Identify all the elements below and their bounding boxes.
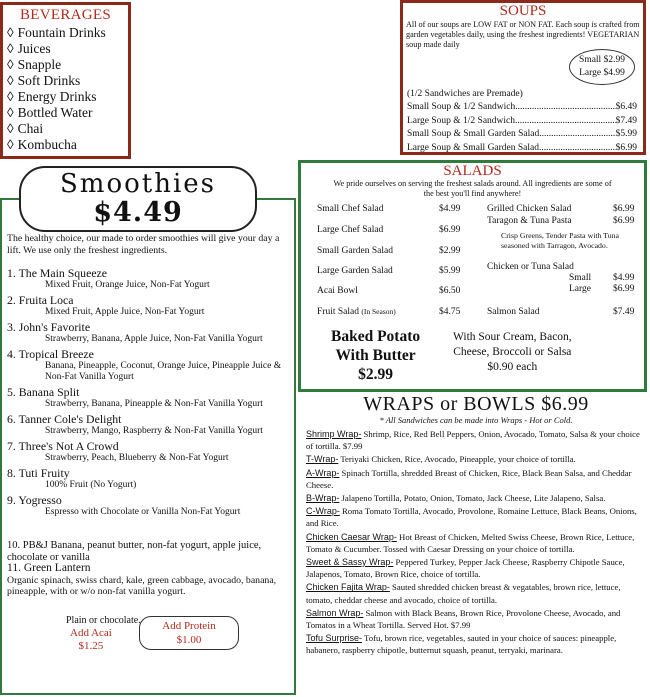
list-item	[569, 284, 635, 294]
item-label: Fruit Salad	[317, 307, 359, 317]
item-desc: Spinach Tortilla, shredded Breast of Chicken, Rice, Black Bean Salsa, and Cheddar Cheese.	[306, 467, 632, 490]
list-item	[306, 505, 646, 529]
taragon-desc: Crisp Greens, Tender Pasta with Tuna seasoned with Tarragon, Avocado.	[501, 231, 619, 250]
item-name: 4. Tropical Breeze	[7, 347, 94, 361]
item-desc: Mixed Fruit, Apple Juice, Non-Fat Yogurt	[45, 307, 205, 317]
list-item	[407, 115, 637, 129]
item-price: $2.99	[439, 246, 461, 256]
item-price: $7.49	[615, 115, 637, 126]
item-name: Tofu Surprise-	[306, 633, 363, 644]
soups-section	[400, 0, 646, 155]
item-name: 8. Tuti Fruity	[7, 466, 70, 480]
list-item	[306, 428, 646, 452]
item-desc: Peppered Turkey, Pepper Jack Cheese, Raspberry Chipotle Sauce, Jalapenos, Tomato, Brown Rice, choice of tortilla.	[306, 557, 625, 580]
list-item: ◊ Juices	[7, 41, 128, 57]
item-desc: Jalapeno Tortilla, Potato, Onion, Tomato, Jack Cheese, Lite Jalapeno, Salsa.	[339, 493, 606, 504]
item-label: Small Soup & Small Garden Salad	[407, 129, 540, 139]
soups-intro: All of our soups are LOW FAT or NON FAT. Each soup is crafted from garden vegetables daily, using the freshest ingredients! VEGETARIAN soup made daily	[406, 20, 640, 49]
smoothie-item-11: 11. Green Lantern	[7, 562, 91, 574]
list-item	[7, 348, 292, 383]
add-acai-label: Add Acai	[70, 627, 112, 639]
list-item	[407, 128, 637, 142]
soup-large-price: Large $4.99	[579, 68, 625, 78]
list-item	[7, 494, 292, 518]
item-price: $6.49	[615, 102, 637, 112]
item-label: Large Chef Salad	[317, 225, 384, 235]
item-name: A-Wrap-	[306, 467, 340, 478]
list-item	[306, 581, 646, 605]
item-label: Small Soup & 1/2 Sandwich	[407, 102, 516, 112]
baked-potato-price: $2.99	[358, 366, 393, 383]
item-desc: Strawberry, Mango, Raspberry & Non-Fat Vanilla Yogurt	[45, 426, 263, 436]
item-price: $6.99	[613, 284, 635, 294]
item-label: Large	[569, 284, 591, 294]
item-desc: Tofu, brown rice, vegetables, sauted in your choice of sauces: pineapple, habanero, raspberry chipotle, butternut squash, peanut, terryaki, marinara.	[306, 633, 617, 656]
item-desc: Roma Tomato Tortilla, Avocado, Provolone, Romaine Lettuce, Black Beans, Onions, and Rice.	[306, 506, 637, 529]
item-price: $6.99	[613, 204, 635, 214]
item-name: T-Wrap-	[306, 454, 339, 465]
item-name: 5. Banana Split	[7, 385, 80, 399]
wraps-title: WRAPS or BOWLS $6.99	[363, 393, 589, 415]
item-price: $6.99	[615, 142, 637, 153]
list-item	[317, 266, 461, 276]
add-protein-price: $1.00	[176, 634, 202, 646]
item-price: $7.49	[613, 307, 635, 317]
item-price: $6.99	[613, 216, 635, 226]
list-item	[306, 453, 646, 465]
smoothies-extra	[7, 540, 292, 598]
baked-potato-toppings	[453, 330, 572, 375]
item-name: 3. John's Favorite	[7, 320, 91, 334]
add-protein-label: Add Protein	[162, 620, 216, 632]
baked-potato-line-1: Baked Potato	[331, 328, 421, 345]
list-item	[7, 267, 292, 291]
list-item	[7, 386, 292, 410]
smoothies-section	[0, 198, 296, 695]
beverages-list	[7, 25, 128, 153]
list-item	[306, 607, 646, 631]
item-label: Acai Bowl	[317, 286, 358, 296]
item-label: Large Soup & 1/2 Sandwich	[407, 115, 516, 126]
toppings-price: $0.90 each	[487, 361, 538, 373]
add-protein-badge	[139, 616, 239, 650]
item-desc: Strawberry, Banana, Apple Juice, Non-Fat Vanilla Yogurt	[45, 334, 263, 344]
list-item	[7, 413, 292, 437]
list-item	[306, 492, 646, 504]
list-item	[7, 294, 292, 318]
item-price: $5.99	[615, 129, 637, 139]
item-desc: Banana, Pineapple, Coconut, Orange Juice, Pineapple Juice & Non-Fat Vanilla Yogurt	[45, 361, 282, 382]
item-desc: Salmon with Black Beans, Brown Rice, Provolone Cheese, Avocado, and Tomatos in a Wheat Tortilla. Served Hot. $7.99	[306, 607, 621, 631]
item-label: Large Garden Salad	[317, 266, 393, 276]
item-price: $4.99	[613, 273, 635, 283]
plain-note: Plain or chocolate.	[66, 615, 141, 626]
item-desc: Strawberry, Banana, Pineapple & Non-Fat Vanilla Yogurt	[45, 399, 263, 409]
list-item: ◊ Energy Drinks	[7, 89, 128, 105]
list-item: ◊ Bottled Water	[7, 105, 128, 121]
salads-section	[298, 160, 647, 392]
list-item	[317, 307, 461, 317]
list-item: ◊ Chai	[7, 121, 128, 137]
item-name: 1. The Main Squeeze	[7, 266, 108, 280]
list-item	[487, 307, 635, 317]
item-label: Taragon & Tuna Pasta	[487, 216, 572, 226]
list-item	[306, 531, 646, 555]
smoothies-title: Smoothies	[59, 169, 216, 199]
list-item	[407, 142, 637, 156]
list-item	[317, 225, 461, 235]
soups-note: (1/2 Sandwiches are Premade)	[407, 89, 523, 99]
item-name: Chicken Caesar Wrap-	[306, 531, 397, 542]
list-item: ◊ Kombucha	[7, 137, 128, 153]
smoothies-price: $4.49	[93, 197, 183, 228]
list-item	[7, 467, 292, 491]
item-label: Salmon Salad	[487, 307, 540, 317]
soup-small-price: Small $2.99	[579, 55, 625, 65]
list-item: ◊ Soft Drinks	[7, 73, 128, 89]
soup-combo-list	[407, 101, 637, 155]
list-item	[306, 467, 646, 491]
smoothies-title-badge	[19, 166, 257, 232]
salads-title: SALADS	[443, 163, 502, 179]
smoothie-item-11-desc: Organic spinach, swiss chard, kale, green cabbage, avocado, banana, pineapple, with or w/o non-fat vanilla yogurt.	[7, 574, 277, 597]
item-name: Sweet & Sassy Wrap-	[306, 557, 394, 568]
wraps-list	[306, 428, 646, 657]
item-name: Shrimp Wrap-	[306, 429, 362, 439]
item-desc: Strawberry, Peach, Blueberry & Non-Fat Yogurt	[45, 453, 229, 463]
item-desc: Hot Breast of Chicken, Melted Swiss Cheese, Brown Rice, Lettuce, Tomato & Cucumber. Tossed with Caesar Dressing on your choice of tortilla.	[306, 531, 635, 554]
beverages-section	[0, 2, 131, 159]
list-item: ◊ Fountain Drinks	[7, 25, 128, 41]
item-desc: Espresso with Chocolate or Vanilla Non-Fat Yogurt	[45, 507, 241, 517]
item-desc: Teriyaki Chicken, Rice, Avocado, Pineapple, your choice of tortilla.	[338, 454, 576, 465]
list-item	[306, 556, 646, 580]
list-item	[407, 101, 637, 115]
item-price: $4.99	[439, 204, 461, 214]
chicken-tuna-label: Chicken or Tuna Salad	[487, 262, 574, 272]
salads-intro: We pride ourselves on serving the freshest salads around. All ingredients are some of the best you'll find anywhere!	[333, 179, 612, 198]
item-price: $6.50	[439, 286, 461, 296]
smoothie-item-10: 10. PB&J Banana, peanut butter, non-fat yogurt, apple juice, chocolate or vanilla	[7, 540, 262, 563]
list-item	[306, 632, 646, 656]
item-name: 6. Tanner Cole's Delight	[7, 412, 122, 426]
add-acai	[70, 627, 112, 653]
item-desc: Shrimp, Rice, Red Bell Peppers, Onion, Avocado, Tomato, Salsa & your choice of tortilla. $7.99	[306, 429, 640, 452]
item-desc: Mixed Fruit, Orange Juice, Non-Fat Yogurt	[45, 280, 210, 290]
list-item	[7, 321, 292, 345]
list-item	[317, 246, 461, 256]
add-acai-price: $1.25	[78, 640, 104, 652]
item-price: $5.99	[439, 266, 461, 276]
item-name: Chicken Fajita Wrap-	[306, 582, 390, 593]
list-item	[487, 204, 635, 214]
item-desc: 100% Fruit (No Yogurt)	[45, 480, 137, 490]
wraps-section	[306, 393, 646, 697]
item-name: 2. Fruita Loca	[7, 293, 74, 307]
item-name: 9. Yogresso	[7, 493, 62, 507]
item-note: (In Season)	[361, 307, 396, 316]
list-item: ◊ Snapple	[7, 57, 128, 73]
toppings-line-1: With Sour Cream, Bacon,	[453, 331, 572, 343]
baked-potato-line-2: With Butter	[335, 347, 416, 364]
toppings-line-2: Cheese, Broccoli or Salsa	[453, 346, 572, 358]
baked-potato	[331, 327, 420, 384]
smoothies-list	[7, 267, 292, 521]
soups-title: SOUPS	[499, 3, 547, 19]
item-name: B-Wrap-	[306, 493, 340, 504]
item-name: Salmon Wrap-	[306, 607, 364, 618]
item-label: Small	[569, 273, 592, 283]
list-item	[7, 440, 292, 464]
smoothies-intro: The healthy choice, our made to order smoothies will give your day a lift. We use only the freshest ingredients.	[7, 233, 280, 256]
soup-price-oval	[569, 49, 635, 85]
item-label: Small Chef Salad	[317, 204, 384, 214]
item-name: C-Wrap-	[306, 506, 340, 517]
item-price: $6.99	[439, 225, 461, 235]
item-label: Large Soup & Small Garden Salad	[407, 142, 540, 153]
wraps-subtitle: * All Sandwiches can be made into Wraps - Hot or Cold.	[379, 415, 573, 425]
list-item	[317, 286, 461, 296]
item-label: Grilled Chicken Salad	[487, 204, 572, 214]
item-desc: Sauted shredded chicken breast & vegatables, brown rice, lettuce, tomato, cheddar cheese and avocado, choice of tortilla.	[306, 582, 621, 605]
item-price: $4.75	[439, 307, 461, 317]
list-item	[317, 204, 461, 214]
item-name: 7. Three's Not A Crowd	[7, 439, 119, 453]
beverages-title: BEVERAGES	[19, 7, 112, 23]
list-item	[487, 216, 635, 226]
item-label: Small Garden Salad	[317, 246, 393, 256]
list-item	[569, 273, 635, 283]
